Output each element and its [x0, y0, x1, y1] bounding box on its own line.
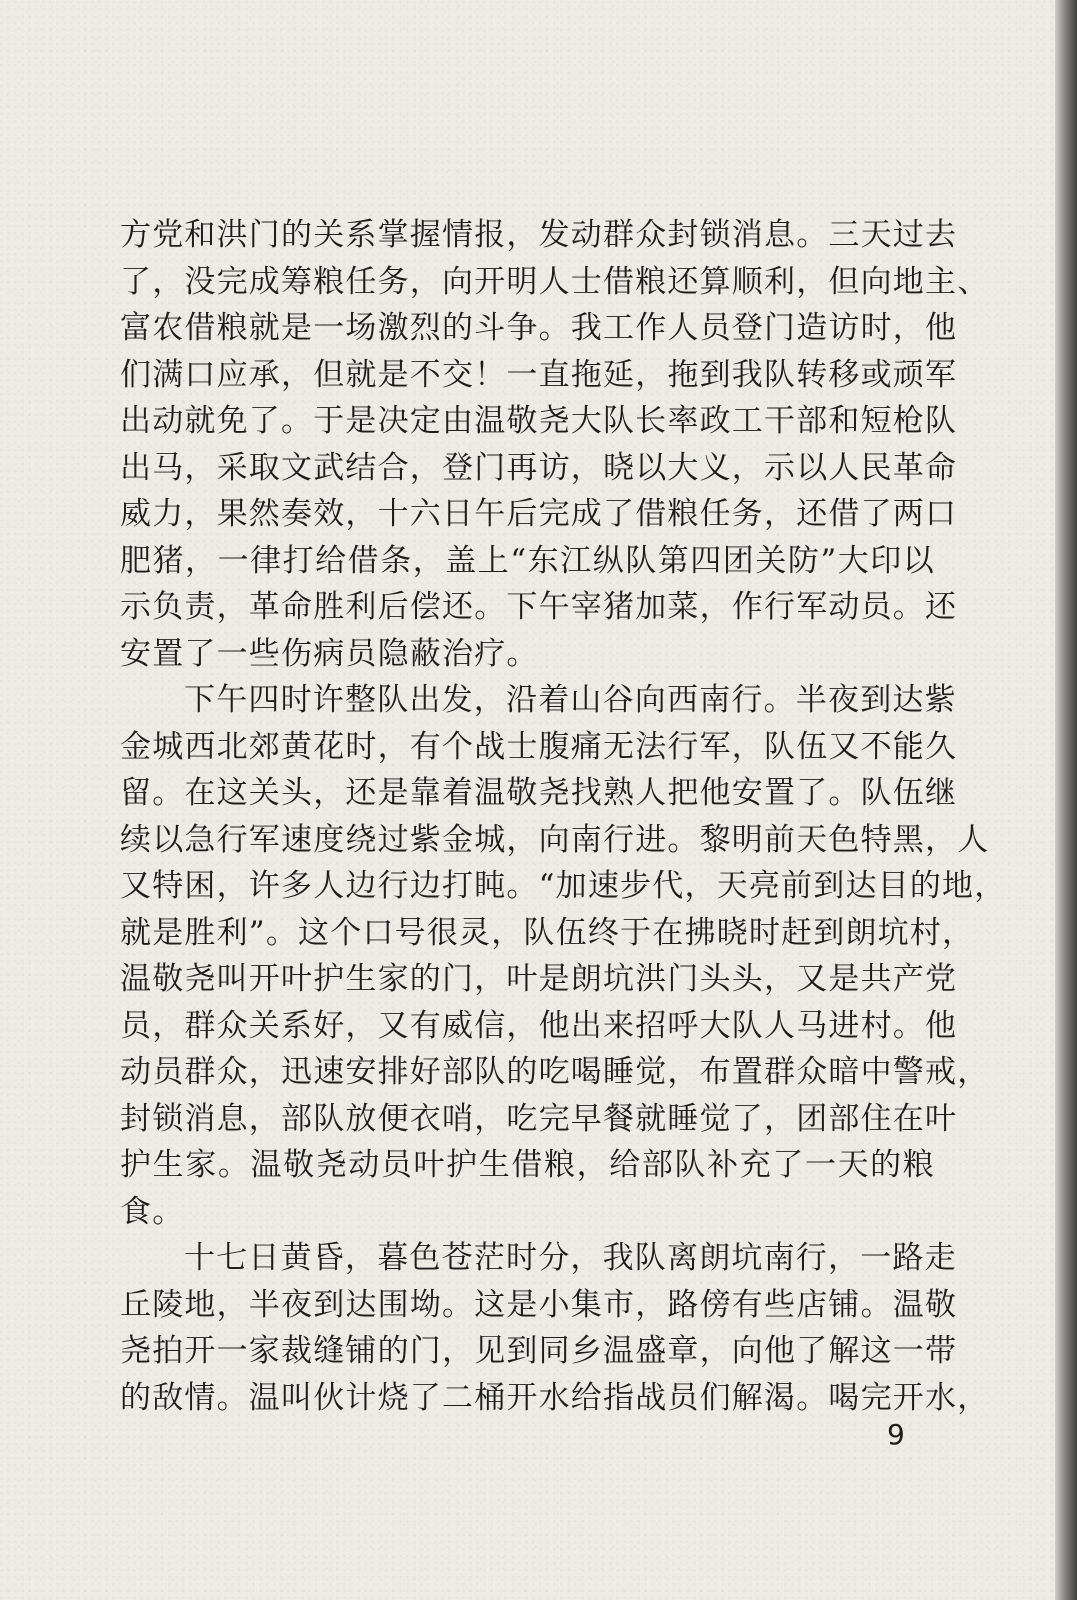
text-line: 就是胜利”。这个口号很灵，队伍终于在拂晓时赶到朗坑村， — [120, 914, 975, 951]
paragraph-2 — [120, 677, 1007, 1235]
text-line: 丘陵地，半夜到达围坳。这是小集市，路傍有些店铺。温敬 — [120, 1286, 958, 1323]
text-line: 续以急行军速度绕过紫金城，向南行进。黎明前天色特黑，人 — [120, 821, 990, 858]
text-line: 富农借粮就是一场激烈的斗争。我工作人员登门造访时，他 — [120, 310, 958, 346]
text-line: 方党和洪门的关系掌握情报，发动群众封锁消息。三天过去 — [120, 217, 958, 253]
text-line: 安置了一些伤病员隐蔽治疗。 — [120, 635, 539, 672]
text-line: 十七日黄昏，暮色苍茫时分，我队离朗坑南行，一路走 — [184, 1240, 957, 1276]
text-line: 示负责，革命胜利后偿还。下午宰猪加菜，作行军动员。还 — [120, 589, 958, 625]
body-text — [120, 212, 1007, 1421]
text-line: 尧拍开一家裁缝铺的门，见到同乡温盛章，向他了解这一带 — [120, 1333, 958, 1369]
text-line: 食。 — [120, 1193, 185, 1230]
paragraph-1 — [120, 212, 990, 677]
text-line: 金城西北郊黄花时，有个战士腹痛无法行军，队伍又不能久 — [120, 728, 958, 765]
text-line: 了，没完成筹粮任务，向开明人士借粮还算顺利，但向地主、 — [120, 263, 990, 300]
text-line: 温敬尧叫开叶护生家的门，叶是朗坑洪门头头，又是共产党 — [120, 961, 958, 997]
text-line: 留。在这关头，还是靠着温敬尧找熟人把他安置了。队伍继 — [120, 775, 958, 811]
page-number: 9 — [887, 1418, 905, 1451]
text-line: 威力，果然奏效，十六日午后完成了借粮任务，还借了两口 — [120, 496, 958, 532]
text-line: 动员群众，迅速安排好部队的吃喝睡觉，布置群众暗中警戒， — [120, 1054, 990, 1090]
text-line: 护生家。温敬尧动员叶护生借粮，给部队补充了一天的粮 — [120, 1147, 935, 1183]
text-line: 又特困，许多人边行边打盹。“加速步代，天亮前到达目的地， — [120, 868, 1007, 904]
text-line: 们满口应承，但就是不交！一直拖延，拖到我队转移或顽军 — [120, 356, 958, 393]
text-line: 员，群众关系好，又有威信，他出来招呼大队人马进村。他 — [120, 1007, 958, 1044]
paragraph-3 — [120, 1235, 990, 1421]
text-line: 的敌情。温叫伙计烧了二桶开水给指战员们解渴。喝完开水， — [120, 1379, 990, 1416]
text-line: 封锁消息，部队放便衣哨，吃完早餐就睡觉了，团部住在叶 — [120, 1100, 958, 1137]
text-line: 出马，采取文武结合，登门再访，晓以大义，示以人民革命 — [120, 449, 958, 486]
page-edge-shadow — [1055, 0, 1077, 1600]
text-line: 肥猪，一律打给借条，盖上“东江纵队第四团关防”大印以 — [120, 542, 935, 579]
text-line: 下午四时许整队出发，沿着山谷向西南行。半夜到达紫 — [184, 682, 957, 718]
text-line: 出动就免了。于是决定由温敬尧大队长率政工干部和短枪队 — [120, 403, 958, 439]
